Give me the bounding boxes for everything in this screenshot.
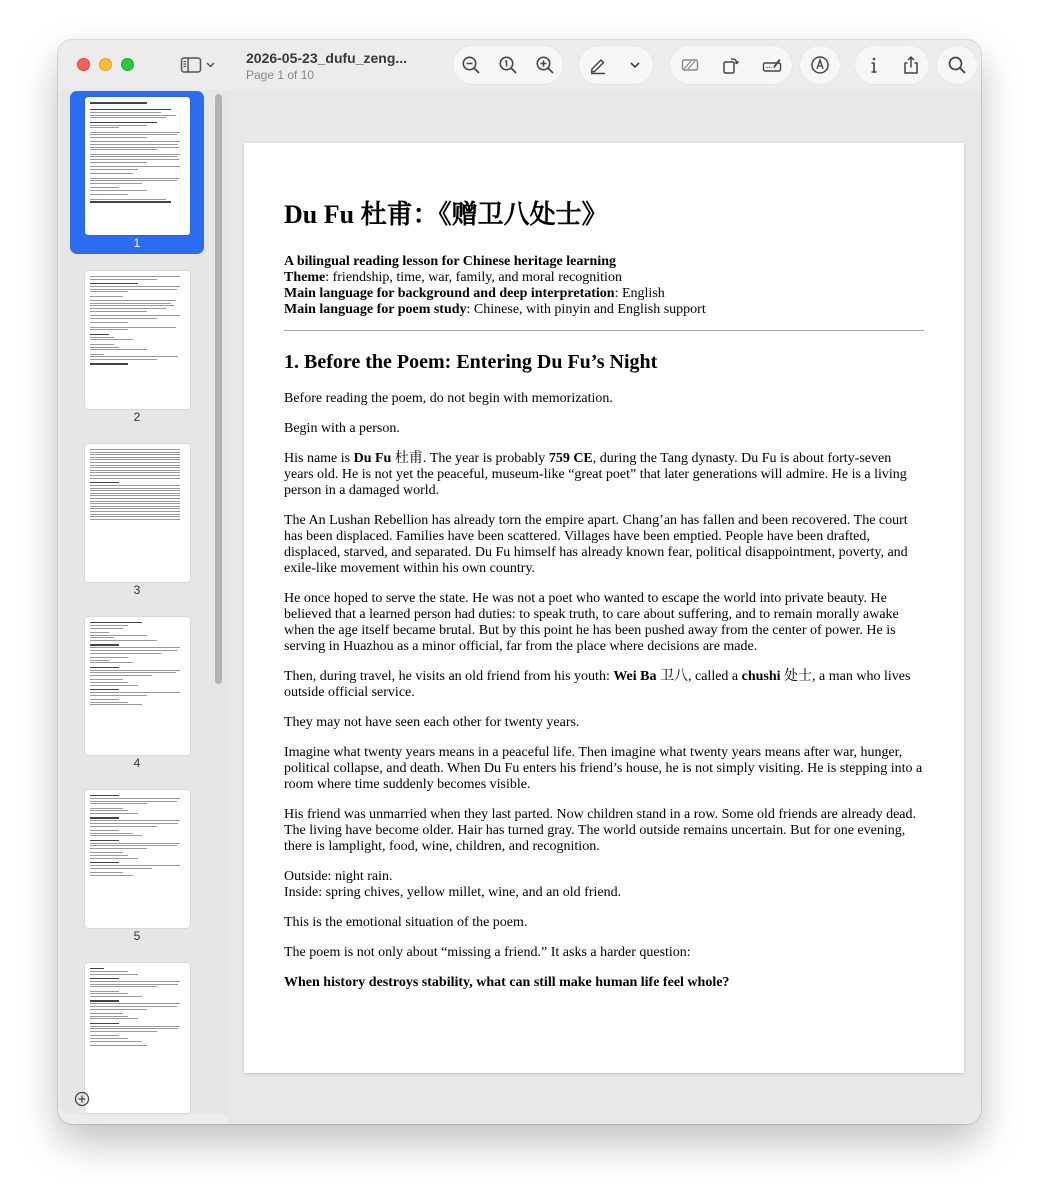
page-thumbnail-5[interactable] — [85, 790, 190, 928]
page-thumbnail-2[interactable] — [85, 271, 190, 409]
close-window-button[interactable] — [77, 58, 90, 71]
thumbnail-page-number: 3 — [133, 583, 141, 597]
meta-label: Theme — [284, 270, 326, 285]
paragraph: His name is Du Fu 杜甫. The year is probably 759 CE, during the Tang dynasty. Du Fu is about forty-seven years old. He is not yet the peaceful, museum-like “great poet” that later generations will admire. He is a living person in a damaged world. — [284, 451, 907, 498]
preview-window — [58, 40, 981, 1124]
document-page — [244, 143, 964, 1073]
zoom-in-button[interactable] — [532, 52, 558, 78]
search-button[interactable] — [944, 52, 970, 78]
search-control — [937, 46, 977, 84]
thumbnail-page-number: 1 — [133, 236, 141, 250]
share-icon — [901, 55, 921, 75]
lesson-meta — [284, 254, 924, 318]
paragraph: Begin with a person. — [284, 421, 400, 436]
meta-value: : friendship, time, war, family, and moral recognition — [325, 270, 622, 285]
key-question: When history destroys stability, what can still make human life feel whole? — [284, 975, 730, 990]
form-fill-icon — [762, 55, 782, 75]
markup-pen-icon — [588, 55, 608, 75]
paragraph: Inside: spring chives, yellow millet, wine, and an old friend. — [284, 885, 622, 900]
annotate-icon — [810, 55, 830, 75]
info-icon — [864, 55, 884, 75]
actual-size-button[interactable] — [495, 52, 521, 78]
chevron-down-icon — [625, 55, 645, 75]
chevron-down-icon — [206, 62, 215, 68]
markup-controls — [579, 46, 653, 84]
info-button[interactable] — [861, 52, 887, 78]
markup-menu-button[interactable] — [622, 52, 648, 78]
plus-circle-icon — [74, 1091, 90, 1107]
sidebar-icon — [180, 56, 202, 74]
rotate-icon — [721, 55, 741, 75]
meta-value: : Chinese, with pinyin and English support — [466, 302, 706, 317]
sidebar-scrollbar-thumb[interactable] — [215, 94, 222, 684]
paragraph: He once hoped to serve the state. He was not a poet who wanted to escape the world into private beauty. He believed that a learned person had duties: to speak truth, to care about suffering, and to remain morally awake when the age itself became brutal. But by this point he has been pushed away from the center of power. He is serving in Huazhou as a minor official, far from the place where decisions are made. — [284, 591, 899, 654]
toolbar — [58, 40, 981, 90]
sidebar-toggle-button[interactable] — [180, 54, 216, 76]
page-thumbnail-3[interactable] — [85, 444, 190, 582]
document-viewport[interactable] — [228, 90, 981, 1124]
paragraph: His friend was unmarried when they last parted. Now children stand in a row. Some old friends are already dead. The living have become older. Hair has turned gray. The world outside remains uncertain. But for one evening, there is lamplight, food, wine, children, and recognition. — [284, 807, 917, 854]
edit-controls — [670, 46, 792, 84]
paragraph: The An Lushan Rebellion has already torn the empire apart. Chang’an has fallen and been recovered. The court has been displaced. Families have been scattered. Villages have been emptied. People have been drafted, displaced, starved, and separated. Du Fu himself has already known fear, political disappointment, poverty, and exile-like movement within his own country. — [284, 513, 908, 576]
search-icon — [947, 55, 967, 75]
page-thumbnail-1[interactable] — [85, 97, 190, 235]
paragraph: They may not have seen each other for twenty years. — [284, 715, 580, 730]
add-page-button[interactable] — [74, 1091, 90, 1107]
rotate-button[interactable] — [718, 52, 744, 78]
section-heading: 1. Before the Poem: Entering Du Fu’s Night — [284, 351, 658, 373]
minimize-window-button[interactable] — [99, 58, 112, 71]
paragraph: This is the emotional situation of the poem. — [284, 915, 528, 930]
document-title: 2026-05-23_dufu_zeng... — [246, 50, 408, 66]
meta-label: Main language for background and deep interpretation — [284, 286, 615, 301]
zoom-in-icon — [535, 55, 555, 75]
page-thumbnail-4[interactable] — [85, 617, 190, 755]
info-share-controls — [855, 46, 929, 84]
annotate-control — [800, 46, 840, 84]
meta-label: Main language for poem study — [284, 302, 467, 317]
paragraph: Then, during travel, he visits an old friend from his youth: Wei Ba 卫八, called a chushi 处士, a man who lives outside official service. — [284, 669, 911, 700]
paragraph: Imagine what twenty years means in a peaceful life. Then imagine what twenty years means after war, hunger, political collapse, and death. When Du Fu enters his friend’s house, he is not simply visiting. He is stepping into a room where time suddenly becomes visible. — [284, 745, 923, 792]
redact-icon — [680, 55, 700, 75]
zoom-controls — [453, 46, 563, 84]
thumbnail-page-number: 5 — [133, 929, 141, 943]
page-indicator: Page 1 of 10 — [246, 68, 315, 82]
title-block — [246, 50, 407, 82]
annotate-button[interactable] — [807, 52, 833, 78]
redact-button[interactable] — [677, 52, 703, 78]
markup-button[interactable] — [585, 52, 611, 78]
meta-value: : English — [614, 286, 665, 301]
paragraph: Outside: night rain. — [284, 869, 393, 884]
thumbnail-sidebar[interactable] — [60, 90, 228, 1115]
share-button[interactable] — [898, 52, 924, 78]
thumbnail-page-number: 2 — [133, 410, 141, 424]
thumbnail-page-number: 4 — [133, 756, 141, 770]
zoom-out-icon — [461, 55, 481, 75]
actual-size-icon — [498, 55, 518, 75]
paragraph: The poem is not only about “missing a friend.” It asks a harder question: — [284, 945, 691, 960]
form-fill-button[interactable] — [759, 52, 785, 78]
page-thumbnail-6[interactable] — [85, 963, 190, 1113]
divider — [284, 330, 924, 331]
meta-label: A bilingual reading lesson for Chinese heritage learning — [284, 254, 617, 269]
zoom-out-button[interactable] — [458, 52, 484, 78]
paragraph: Before reading the poem, do not begin with memorization. — [284, 391, 613, 406]
document-title-heading: Du Fu 杜甫：《赠卫八处士》 — [284, 200, 608, 229]
zoom-window-button[interactable] — [121, 58, 134, 71]
